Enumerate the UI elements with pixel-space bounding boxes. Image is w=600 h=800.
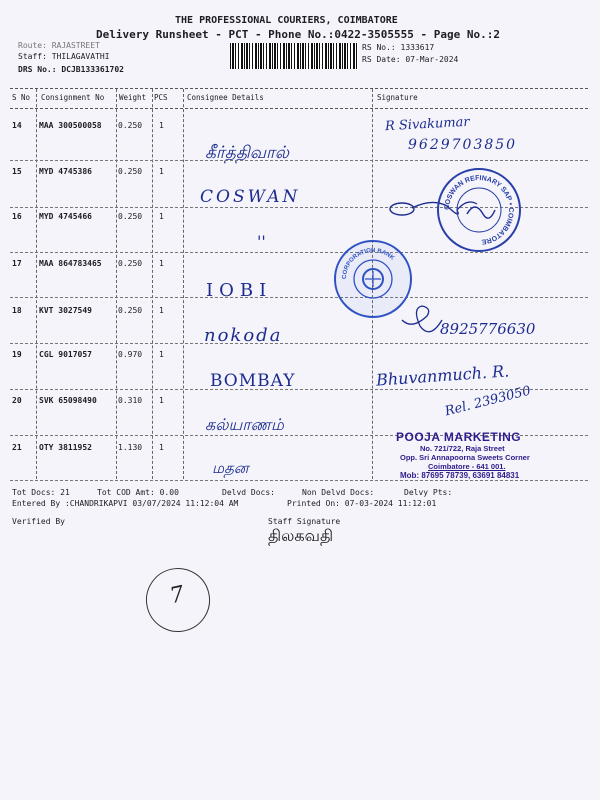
row-consignment: CGL 9017057 — [39, 350, 92, 359]
row-consignee: மதன — [212, 459, 249, 477]
row-consignment: MYD 4745386 — [39, 167, 92, 176]
table-top-rule — [10, 88, 588, 89]
row-pcs: 1 — [159, 443, 164, 452]
col-signature: Signature — [377, 93, 418, 102]
signature-row19: Bhuvanmuch. R. — [375, 361, 510, 390]
row-consignee: BOMBAY — [210, 371, 296, 391]
col-divider — [36, 89, 37, 479]
row-pcs: 1 — [159, 396, 164, 405]
coswan-stamp-text: COSWAN REFINARY SAP • COIMBATORE — [443, 174, 515, 245]
col-sno: S No — [12, 93, 31, 102]
row-consignment: MAA 864783465 — [39, 259, 102, 268]
row-sno: 21 — [12, 443, 22, 452]
signature-row18-phone: 8925776630 — [440, 320, 536, 338]
entered-by: Entered By :CHANDRIKAPVI 03/07/2024 11:12:04 AM — [12, 499, 239, 508]
row-weight: 0.250 — [118, 167, 143, 176]
row-weight: 1.130 — [118, 443, 143, 452]
col-divider — [116, 89, 117, 479]
row-pcs: 1 — [159, 306, 164, 315]
signature-row14-name: R Sivakumar — [384, 114, 470, 135]
col-divider — [183, 89, 184, 479]
row-sno: 18 — [12, 306, 22, 315]
table-header-rule — [10, 108, 588, 109]
col-pcs: PCS — [154, 93, 168, 102]
total-docs: Tot Docs: 21 — [12, 488, 70, 497]
coswan-stamp-ring — [439, 170, 519, 250]
row-consignment: MYD 4745466 — [39, 212, 92, 221]
row-divider — [10, 160, 588, 161]
drs-number: DRS No.: DCJB133361702 — [18, 65, 124, 74]
row-consignee: கீர்த்திவால் — [205, 143, 290, 163]
staff-signature: திலகவதி — [268, 526, 334, 545]
row-divider — [10, 480, 588, 481]
bank-stamp-ring — [336, 242, 410, 316]
row-divider — [10, 343, 588, 344]
rs-number: RS No.: 1333617 — [362, 43, 435, 52]
signature-row20: Rel. 2393050 — [443, 383, 533, 420]
printed-on: Printed On: 07-03-2024 11:12:01 — [287, 499, 437, 508]
row-pcs: 1 — [159, 121, 164, 130]
row-sno: 20 — [12, 396, 22, 405]
row-consignee: IOBI — [206, 280, 273, 301]
svg-text:COSWAN REFINARY SAP • COIMBATO — [444, 175, 514, 245]
svg-text:CORPORATION BANK — [342, 248, 396, 279]
pooja-stamp-title: POOJA MARKETING — [396, 430, 522, 444]
row-weight: 0.250 — [118, 121, 143, 130]
bank-stamp-text: CORPORATION BANK — [341, 247, 395, 280]
rs-date: RS Date: 07-Mar-2024 — [362, 55, 459, 64]
row-weight: 0.250 — [118, 306, 143, 315]
circled-number-mark — [140, 562, 216, 638]
col-divider — [152, 89, 153, 479]
row-sno: 19 — [12, 350, 22, 359]
company-title: THE PROFESSIONAL COURIERS, COIMBATORE — [175, 15, 398, 26]
row-sno: 16 — [12, 212, 22, 221]
row-consignee: COSWAN — [200, 187, 301, 207]
delivered-docs: Delvd Docs: — [222, 488, 275, 497]
row-pcs: 1 — [159, 259, 164, 268]
row-pcs: 1 — [159, 350, 164, 359]
row-consignment: KVT 3027549 — [39, 306, 92, 315]
col-weight: Weight — [119, 93, 147, 102]
coswan-stamp — [437, 168, 521, 252]
bank-stamp — [334, 240, 412, 318]
row-weight: 0.310 — [118, 396, 143, 405]
row-sno: 15 — [12, 167, 22, 176]
row-weight: 0.970 — [118, 350, 143, 359]
pooja-stamp-address1: No. 721/722, Raja Street — [420, 444, 505, 453]
row-sno: 17 — [12, 259, 22, 268]
circled-number: 7 — [167, 581, 187, 610]
row-consignee: '' — [257, 232, 266, 251]
row-sno: 14 — [12, 121, 22, 130]
col-consignment: Consignment No — [41, 93, 105, 102]
col-consignee: Consignee Details — [187, 93, 264, 102]
signature-row14-phone: 9629703850 — [408, 137, 518, 153]
delivery-points: Delvy Pts: — [404, 488, 453, 497]
runsheet-subtitle: Delivery Runsheet - PCT - Phone No.:0422-3505555 - Page No.:2 — [96, 28, 500, 41]
row-pcs: 1 — [159, 167, 164, 176]
total-cod-amount: Tot COD Amt: 0.00 — [97, 488, 179, 497]
row-divider — [10, 252, 588, 253]
non-delivered-docs: Non Delvd Docs: — [302, 488, 375, 497]
row-weight: 0.250 — [118, 212, 143, 221]
pooja-stamp-address3: Coimbatore - 641 001. — [428, 462, 506, 471]
staff-signature-label: Staff Signature — [268, 517, 341, 526]
row-consignment: MAA 300500058 — [39, 121, 102, 130]
staff-label: Staff: THILAGAVATHI — [18, 52, 110, 61]
row-consignment: OTY 3811952 — [39, 443, 92, 452]
row-pcs: 1 — [159, 212, 164, 221]
row-consignment: SVK 65098490 — [39, 396, 97, 405]
pooja-stamp-phone: Mob: 87695 78739, 63691 84831 — [400, 471, 520, 480]
row-weight: 0.250 — [118, 259, 143, 268]
row-consignee: கல்யாணம் — [205, 415, 284, 434]
row-consignee: nokoda — [204, 325, 283, 346]
pooja-stamp-address2: Opp. Sri Annapoorna Sweets Corner — [400, 453, 530, 462]
barcode — [230, 43, 358, 69]
row-divider — [10, 297, 588, 298]
route-label: Route: RAJASTREET — [18, 41, 100, 50]
verified-by: Verified By — [12, 517, 65, 526]
